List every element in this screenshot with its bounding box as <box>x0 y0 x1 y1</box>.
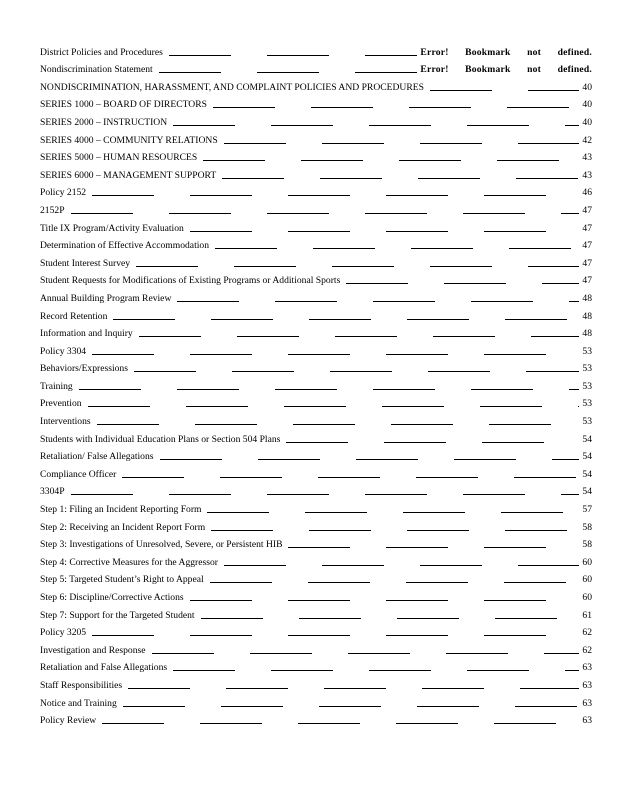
toc-entry-title: Behaviors/Expressions <box>40 363 128 375</box>
leader-dashes <box>92 352 579 355</box>
leader-dashes <box>160 457 579 460</box>
toc-entry-page: 63 <box>582 679 592 691</box>
leader-dashes <box>88 404 579 407</box>
toc-entry-page: 54 <box>582 433 592 445</box>
toc-entry-title: SERIES 4000 – COMMUNITY RELATIONS <box>40 134 218 146</box>
toc-entry-title: Training <box>40 380 73 392</box>
toc-entry-page: 43 <box>582 152 592 164</box>
toc-entry-page: 53 <box>582 380 592 392</box>
toc-entry[interactable] <box>40 427 592 445</box>
toc-entry-title: SERIES 6000 – MANAGEMENT SUPPORT <box>40 169 217 181</box>
toc-entry-title: Step 6: Discipline/Corrective Actions <box>40 592 184 603</box>
toc-entry-page: 54 <box>582 451 592 463</box>
toc-entry-title: Student Requests for Modifications of Existing Programs or Additional Sports <box>40 275 341 287</box>
toc-entry[interactable] <box>40 638 592 656</box>
leader-dashes <box>128 686 579 689</box>
toc-entry[interactable] <box>40 163 592 181</box>
toc-entry-title: SERIES 2000 – INSTRUCTION <box>40 116 168 128</box>
leader-dashes <box>288 545 579 548</box>
toc-entry-page: 42 <box>582 134 592 146</box>
toc-entry-page: 60 <box>582 556 592 568</box>
leader-dashes <box>286 440 579 443</box>
table-of-contents <box>40 40 592 726</box>
leader-dashes <box>210 580 579 583</box>
leader-dashes <box>113 317 579 320</box>
toc-entry[interactable] <box>40 234 592 252</box>
toc-entry-title: Policy 3304 <box>40 345 87 357</box>
toc-entry[interactable] <box>40 110 592 128</box>
leader-dashes <box>159 70 418 73</box>
toc-entry[interactable] <box>40 181 592 199</box>
toc-entry-page: 54 <box>582 486 592 498</box>
toc-entry[interactable] <box>40 392 592 410</box>
leader-dashes <box>213 105 579 108</box>
toc-entry-page: 60 <box>582 574 592 586</box>
bookmark-error: Error! Bookmark not defined. <box>420 64 592 76</box>
leader-dashes <box>173 123 579 126</box>
toc-entry-page: 47 <box>582 204 592 216</box>
leader-dashes <box>201 616 579 619</box>
toc-entry[interactable] <box>40 93 592 111</box>
toc-entry[interactable] <box>40 409 592 427</box>
toc-entry-title: Step 4: Corrective Measures for the Aggressor <box>40 556 218 568</box>
leader-dashes <box>169 53 418 56</box>
toc-entry-title: District Policies and Procedures <box>40 46 163 58</box>
toc-entry[interactable] <box>40 304 592 322</box>
toc-entry[interactable] <box>40 216 592 234</box>
toc-entry[interactable] <box>40 75 592 93</box>
toc-entry-page: 48 <box>582 310 592 322</box>
leader-dashes <box>92 193 579 196</box>
toc-entry-title: SERIES 5000 – HUMAN RESOURCES <box>40 152 198 164</box>
toc-entry-title: Student Interest Survey <box>40 257 131 269</box>
toc-entry-page: 46 <box>582 187 592 199</box>
toc-entry[interactable] <box>40 691 592 709</box>
toc-entry[interactable] <box>40 251 592 269</box>
toc-entry[interactable] <box>40 603 592 621</box>
toc-entry[interactable] <box>40 286 592 304</box>
toc-entry-title: Step 5: Targeted Student’s Right to Appeal <box>40 574 204 586</box>
leader-dashes <box>222 176 579 179</box>
leader-dashes <box>152 651 579 654</box>
toc-entry-title: Interventions <box>40 416 91 428</box>
leader-dashes <box>134 369 579 372</box>
toc-entry[interactable] <box>40 515 592 533</box>
leader-dashes <box>346 281 579 284</box>
toc-entry[interactable] <box>40 146 592 164</box>
toc-entry-page: 53 <box>582 363 592 375</box>
toc-entry-page: 61 <box>582 609 592 621</box>
toc-entry-page: 47 <box>582 275 592 287</box>
toc-entry[interactable] <box>40 568 592 586</box>
toc-entry-title: 3304P <box>40 486 65 498</box>
toc-entry[interactable] <box>40 339 592 357</box>
leader-dashes <box>215 246 579 249</box>
leader-dashes <box>97 422 579 425</box>
leader-dashes <box>207 510 579 513</box>
toc-entry-page: 47 <box>582 222 592 234</box>
leader-dashes <box>122 475 579 478</box>
toc-entry[interactable] <box>40 709 592 727</box>
toc-entry-page: 58 <box>582 521 592 533</box>
toc-entry-title: Record Retention <box>40 310 108 322</box>
toc-entry-title: Step 1: Filing an Incident Reporting Form <box>40 504 202 516</box>
toc-entry-page: 47 <box>582 240 592 252</box>
toc-entry[interactable] <box>40 445 592 463</box>
toc-entry-page: 57 <box>582 504 592 516</box>
toc-entry-title: Retaliation/ False Allegations <box>40 451 154 463</box>
toc-entry-page: 53 <box>582 345 592 357</box>
toc-entry-page: 48 <box>582 328 592 340</box>
toc-entry-title: Determination of Effective Accommodation <box>40 240 209 252</box>
leader-dashes <box>92 633 579 636</box>
toc-entry-title: Notice and Training <box>40 697 117 709</box>
toc-entry-page: 43 <box>582 169 592 181</box>
bookmark-error: Error! Bookmark not defined. <box>420 46 592 58</box>
leader-dashes <box>211 528 579 531</box>
toc-entry[interactable] <box>40 58 592 76</box>
toc-entry-title: SERIES 1000 – BOARD OF DIRECTORS <box>40 99 207 111</box>
toc-entry-page: 54 <box>582 468 592 480</box>
toc-entry[interactable] <box>40 357 592 375</box>
toc-entry[interactable] <box>40 533 592 551</box>
leader-dashes <box>190 229 579 232</box>
toc-entry-title: Annual Building Program Review <box>40 292 172 304</box>
toc-entry-title: Nondiscrimination Statement <box>40 64 153 76</box>
toc-entry-title: Policy Review <box>40 715 97 727</box>
toc-entry[interactable] <box>40 269 592 287</box>
toc-entry[interactable] <box>40 462 592 480</box>
leader-dashes <box>79 387 579 390</box>
toc-entry-page: 60 <box>582 592 592 603</box>
toc-entry[interactable] <box>40 621 592 639</box>
toc-entry-page: 63 <box>582 715 592 727</box>
toc-entry-title: Investigation and Response <box>40 644 146 656</box>
leader-dashes <box>139 334 579 337</box>
toc-entry-page: 40 <box>582 81 592 93</box>
toc-entry[interactable] <box>40 128 592 146</box>
toc-entry[interactable] <box>40 585 592 603</box>
toc-entry-title: 2152P <box>40 204 65 216</box>
toc-entry-page: 40 <box>582 116 592 128</box>
toc-entry-title: Compliance Officer <box>40 468 117 480</box>
leader-dashes <box>71 492 579 495</box>
toc-entry-page: 62 <box>582 644 592 656</box>
toc-entry-page: 48 <box>582 292 592 304</box>
leader-dashes <box>136 264 579 267</box>
leader-dashes <box>224 563 579 566</box>
toc-entry-title: Step 2: Receiving an Incident Report Form <box>40 521 206 533</box>
toc-entry[interactable] <box>40 40 592 58</box>
leader-dashes <box>102 721 579 724</box>
toc-entry[interactable] <box>40 374 592 392</box>
leader-dashes <box>71 211 579 214</box>
leader-dashes <box>203 158 579 161</box>
leader-dashes <box>430 88 579 91</box>
toc-entry[interactable] <box>40 322 592 340</box>
toc-entry[interactable] <box>40 550 592 568</box>
toc-entry-page: 58 <box>582 539 592 551</box>
leader-dashes <box>177 299 579 302</box>
toc-entry-page: 47 <box>582 257 592 269</box>
leader-dashes <box>190 598 579 601</box>
toc-entry-title: Step 3: Investigations of Unresolved, Severe, or Persistent HIB <box>40 539 283 551</box>
toc-entry-page: 53 <box>582 398 592 410</box>
leader-dashes <box>123 704 579 707</box>
toc-entry-title: NONDISCRIMINATION, HARASSMENT, AND COMPLAINT POLICIES AND PROCEDURES <box>40 81 424 93</box>
toc-entry-page: 63 <box>582 662 592 674</box>
toc-entry-title: Information and Inquiry <box>40 328 133 340</box>
leader-dashes <box>224 141 579 144</box>
toc-entry-page: 53 <box>582 416 592 428</box>
toc-entry-title: Policy 2152 <box>40 187 87 199</box>
toc-entry-title: Title IX Program/Activity Evaluation <box>40 222 184 234</box>
toc-entry-title: Prevention <box>40 398 82 410</box>
toc-entry[interactable] <box>40 656 592 674</box>
toc-entry[interactable] <box>40 480 592 498</box>
toc-entry[interactable] <box>40 497 592 515</box>
toc-entry-page: 62 <box>582 627 592 639</box>
toc-entry-page: 40 <box>582 99 592 111</box>
toc-entry-title: Policy 3205 <box>40 627 87 639</box>
toc-entry-title: Retaliation and False Allegations <box>40 662 168 674</box>
toc-entry[interactable] <box>40 198 592 216</box>
toc-entry-title: Students with Individual Education Plans or Section 504 Plans <box>40 433 281 445</box>
toc-entry-title: Staff Responsibilities <box>40 679 123 691</box>
toc-entry[interactable] <box>40 673 592 691</box>
toc-entry-title: Step 7: Support for the Targeted Student <box>40 609 195 621</box>
leader-dashes <box>173 668 579 671</box>
toc-entry-page: 63 <box>582 697 592 709</box>
